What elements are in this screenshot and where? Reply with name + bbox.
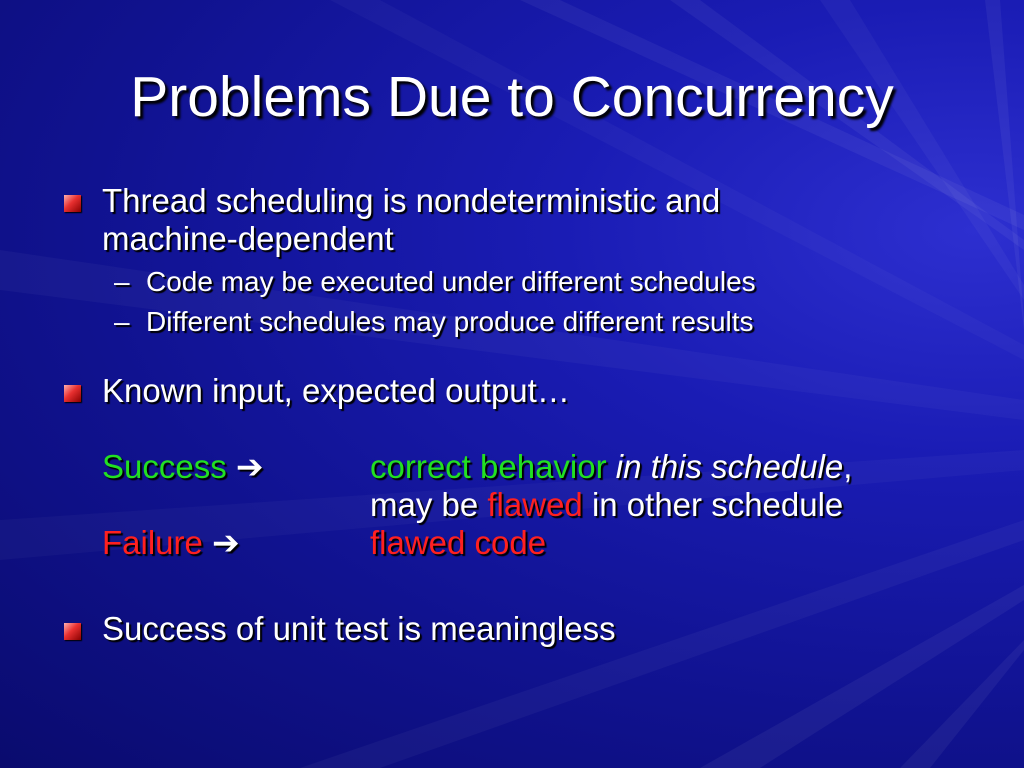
square-bullet-icon [64,623,81,640]
dash-marker: – [114,306,130,337]
success-label: Success ➔ [102,448,264,485]
sub-bullet-different-results [62,302,1002,342]
sub-bullet-text: Code may be executed under different schedules [146,266,756,297]
failure-label: Failure ➔ [102,524,240,561]
failure-row [62,524,1002,562]
success-result-line-2: may be flawed in other schedule [370,486,844,523]
bullet-text: Success of unit test is meaningless [102,610,616,647]
sub-bullet-text: Different schedules may produce different results [146,306,754,337]
slide-title: Problems Due to Concurrency [130,65,894,129]
bullet-line-1: Thread scheduling is nondeterministic and [102,182,721,219]
bullet-known-input [62,372,1002,410]
right-arrow-icon: ➔ [212,524,240,561]
square-bullet-icon [64,385,81,402]
sub-bullet-code-executed [62,262,1002,302]
right-arrow-icon: ➔ [235,448,264,485]
failure-result: flawed code [370,524,547,561]
success-row [62,448,1002,486]
square-bullet-icon [64,195,81,212]
bullet-unit-test [62,610,1002,648]
dash-marker: – [114,266,130,297]
success-row-continuation [62,486,1002,524]
bullet-line-2: machine-dependent [102,220,394,257]
bullet-thread-scheduling [62,182,1002,258]
outcome-table [62,448,1002,562]
slide-body [62,182,1002,648]
bullet-text: Known input, expected output… [102,372,570,409]
success-result: correct behavior in this schedule, [370,448,853,485]
